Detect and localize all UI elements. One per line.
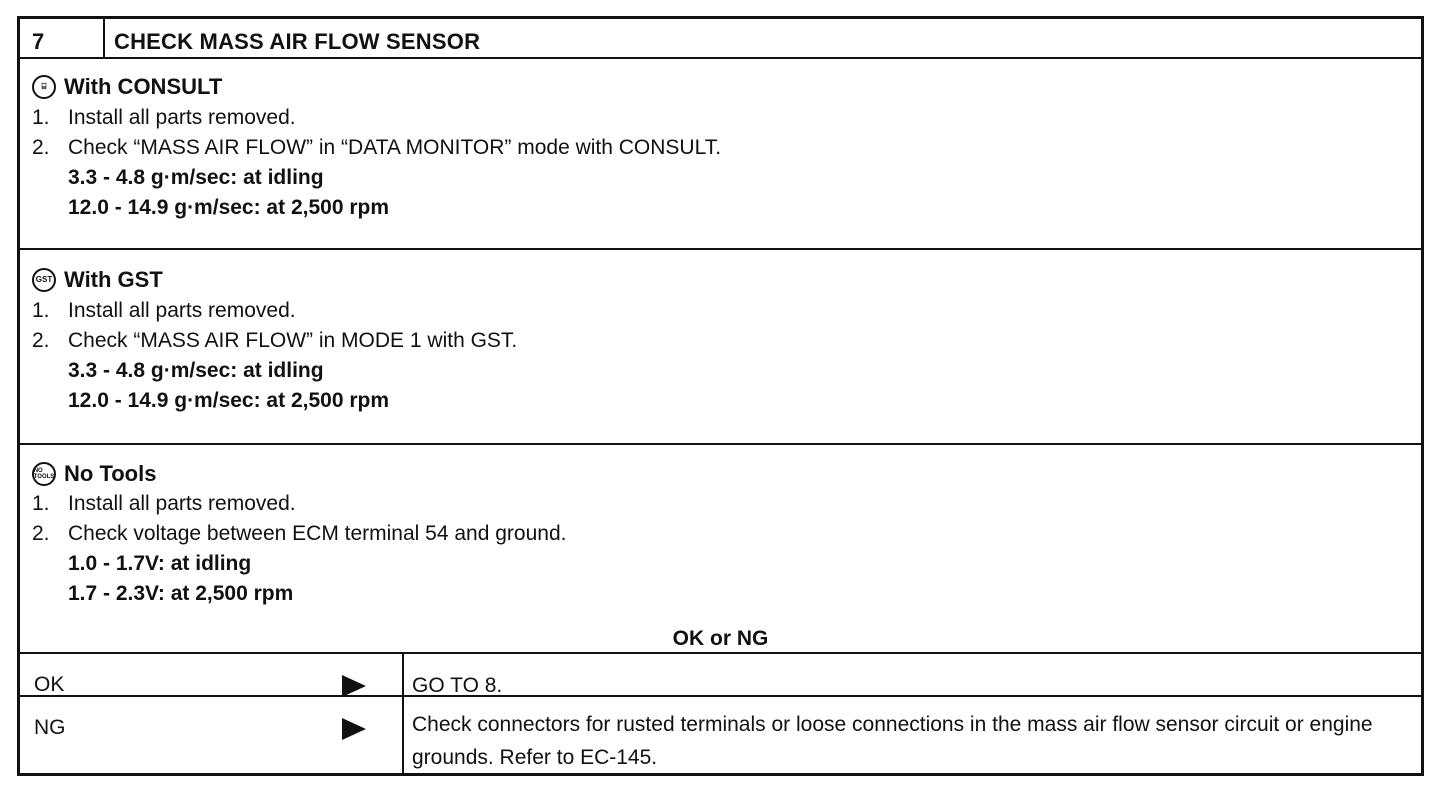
section-gst-heading <box>32 267 163 293</box>
step-index: 2. <box>32 522 50 545</box>
consult-icon: ⌸ <box>32 75 56 99</box>
gst-icon: GST <box>32 268 56 292</box>
step-index: 1. <box>32 492 50 515</box>
spec-value: 3.3 - 4.8 g·m/sec: at idling <box>68 166 324 189</box>
step-text: Install all parts removed. <box>68 492 296 515</box>
step-index: 1. <box>32 299 50 322</box>
section-heading-label: With CONSULT <box>64 74 223 99</box>
section-consult-heading <box>32 74 222 100</box>
result-ng-action: Check connectors for rusted terminals or loose connections in the mass air flow sensor circuit or engine grounds. Refer to EC-145. <box>412 713 1373 769</box>
header-divider <box>103 19 105 59</box>
section-no-tools-heading <box>32 461 156 487</box>
procedure-table <box>17 16 1424 776</box>
arrow-right-icon <box>342 675 366 697</box>
step-number: 7 <box>32 29 45 54</box>
step-text: Check “MASS AIR FLOW” in MODE 1 with GST. <box>68 329 518 352</box>
result-divider <box>402 652 404 776</box>
result-rule <box>20 652 1421 654</box>
section-rule <box>20 248 1421 250</box>
result-rule <box>20 695 1421 697</box>
spec-value: 1.0 - 1.7V: at idling <box>68 552 252 575</box>
spec-value: 12.0 - 14.9 g·m/sec: at 2,500 rpm <box>68 389 389 412</box>
step-text: Check “MASS AIR FLOW” in “DATA MONITOR” mode with CONSULT. <box>68 136 722 159</box>
spec-value: 12.0 - 14.9 g·m/sec: at 2,500 rpm <box>68 196 389 219</box>
step-title: CHECK MASS AIR FLOW SENSOR <box>114 29 481 54</box>
result-ok-action: GO TO 8. <box>412 674 503 697</box>
step-text: Install all parts removed. <box>68 299 296 322</box>
spec-value: 3.3 - 4.8 g·m/sec: at idling <box>68 359 324 382</box>
step-text: Check voltage between ECM terminal 54 and ground. <box>68 522 567 545</box>
spec-value: 1.7 - 2.3V: at 2,500 rpm <box>68 582 294 605</box>
result-ok-label: OK <box>34 673 65 696</box>
step-text: Install all parts removed. <box>68 106 296 129</box>
section-rule <box>20 443 1421 445</box>
header-rule <box>20 57 1421 59</box>
no-tools-icon: NO TOOLS <box>32 462 56 486</box>
step-index: 2. <box>32 329 50 352</box>
result-ng-label: NG <box>34 716 66 739</box>
step-index: 1. <box>32 106 50 129</box>
arrow-right-icon <box>342 718 366 740</box>
section-heading-label: With GST <box>64 267 163 292</box>
step-index: 2. <box>32 136 50 159</box>
result-prompt: OK or NG <box>672 627 769 650</box>
section-heading-label: No Tools <box>64 461 157 486</box>
